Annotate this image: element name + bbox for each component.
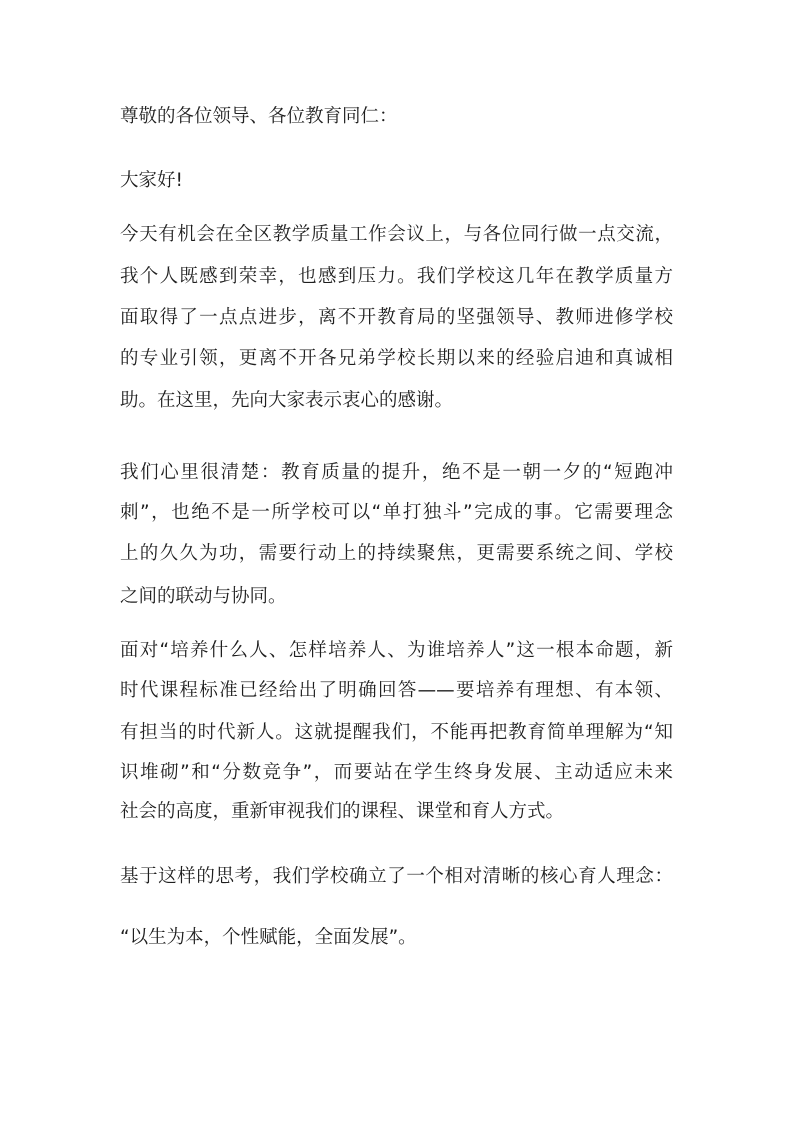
paragraph-2-line-1: 我们心里很清楚：教育质量的提升，绝不是一朝一夕的“短跑冲 bbox=[120, 462, 673, 483]
paragraph-3-line-1: 面对“培养什么人、怎样培养人、为谁培养人”这一根本命题，新 bbox=[120, 640, 673, 661]
paragraph-4-line-1: 基于这样的思考，我们学校确立了一个相对清晰的核心育人理念： bbox=[120, 866, 673, 887]
paragraph-3-line-2: 时代课程标准已经给出了明确回答——要培养有理想、有本领、 bbox=[120, 680, 673, 701]
paragraph-2-line-2: 刺”，也绝不是一所学校可以“单打独斗”完成的事。它需要理念 bbox=[120, 502, 673, 523]
salutation: 尊敬的各位领导、各位教育同仁： bbox=[120, 106, 398, 127]
paragraph-2-line-3: 上的久久为功，需要行动上的持续聚焦，更需要系统之间、学校 bbox=[120, 543, 673, 564]
greeting: 大家好! bbox=[120, 170, 183, 191]
paragraph-2-line-4: 之间的联动与协同。 bbox=[120, 586, 287, 607]
paragraph-1-line-3: 面取得了一点点进步，离不开教育局的坚强领导、教师进修学校 bbox=[120, 307, 673, 328]
paragraph-1-line-2: 我个人既感到荣幸，也感到压力。我们学校这几年在教学质量方 bbox=[120, 266, 673, 287]
paragraph-3-line-5: 社会的高度，重新审视我们的课程、课堂和育人方式。 bbox=[120, 801, 565, 822]
paragraph-1-line-5: 助。在这里，先向大家表示衷心的感谢。 bbox=[120, 390, 454, 411]
core-philosophy-quote: “以生为本，个性赋能，全面发展”。 bbox=[120, 927, 417, 948]
paragraph-1-line-4: 的专业引领，更离不开各兄弟学校长期以来的经验启迪和真诚相 bbox=[120, 348, 673, 369]
paragraph-1-line-1: 今天有机会在全区教学质量工作会议上，与各位同行做一点交流， bbox=[120, 224, 673, 245]
paragraph-3-line-4: 识堆砌”和“分数竞争”，而要站在学生终身发展、主动适应未来 bbox=[120, 762, 673, 783]
paragraph-3-line-3: 有担当的时代新人。这就提醒我们，不能再把教育简单理解为“知 bbox=[120, 722, 673, 743]
